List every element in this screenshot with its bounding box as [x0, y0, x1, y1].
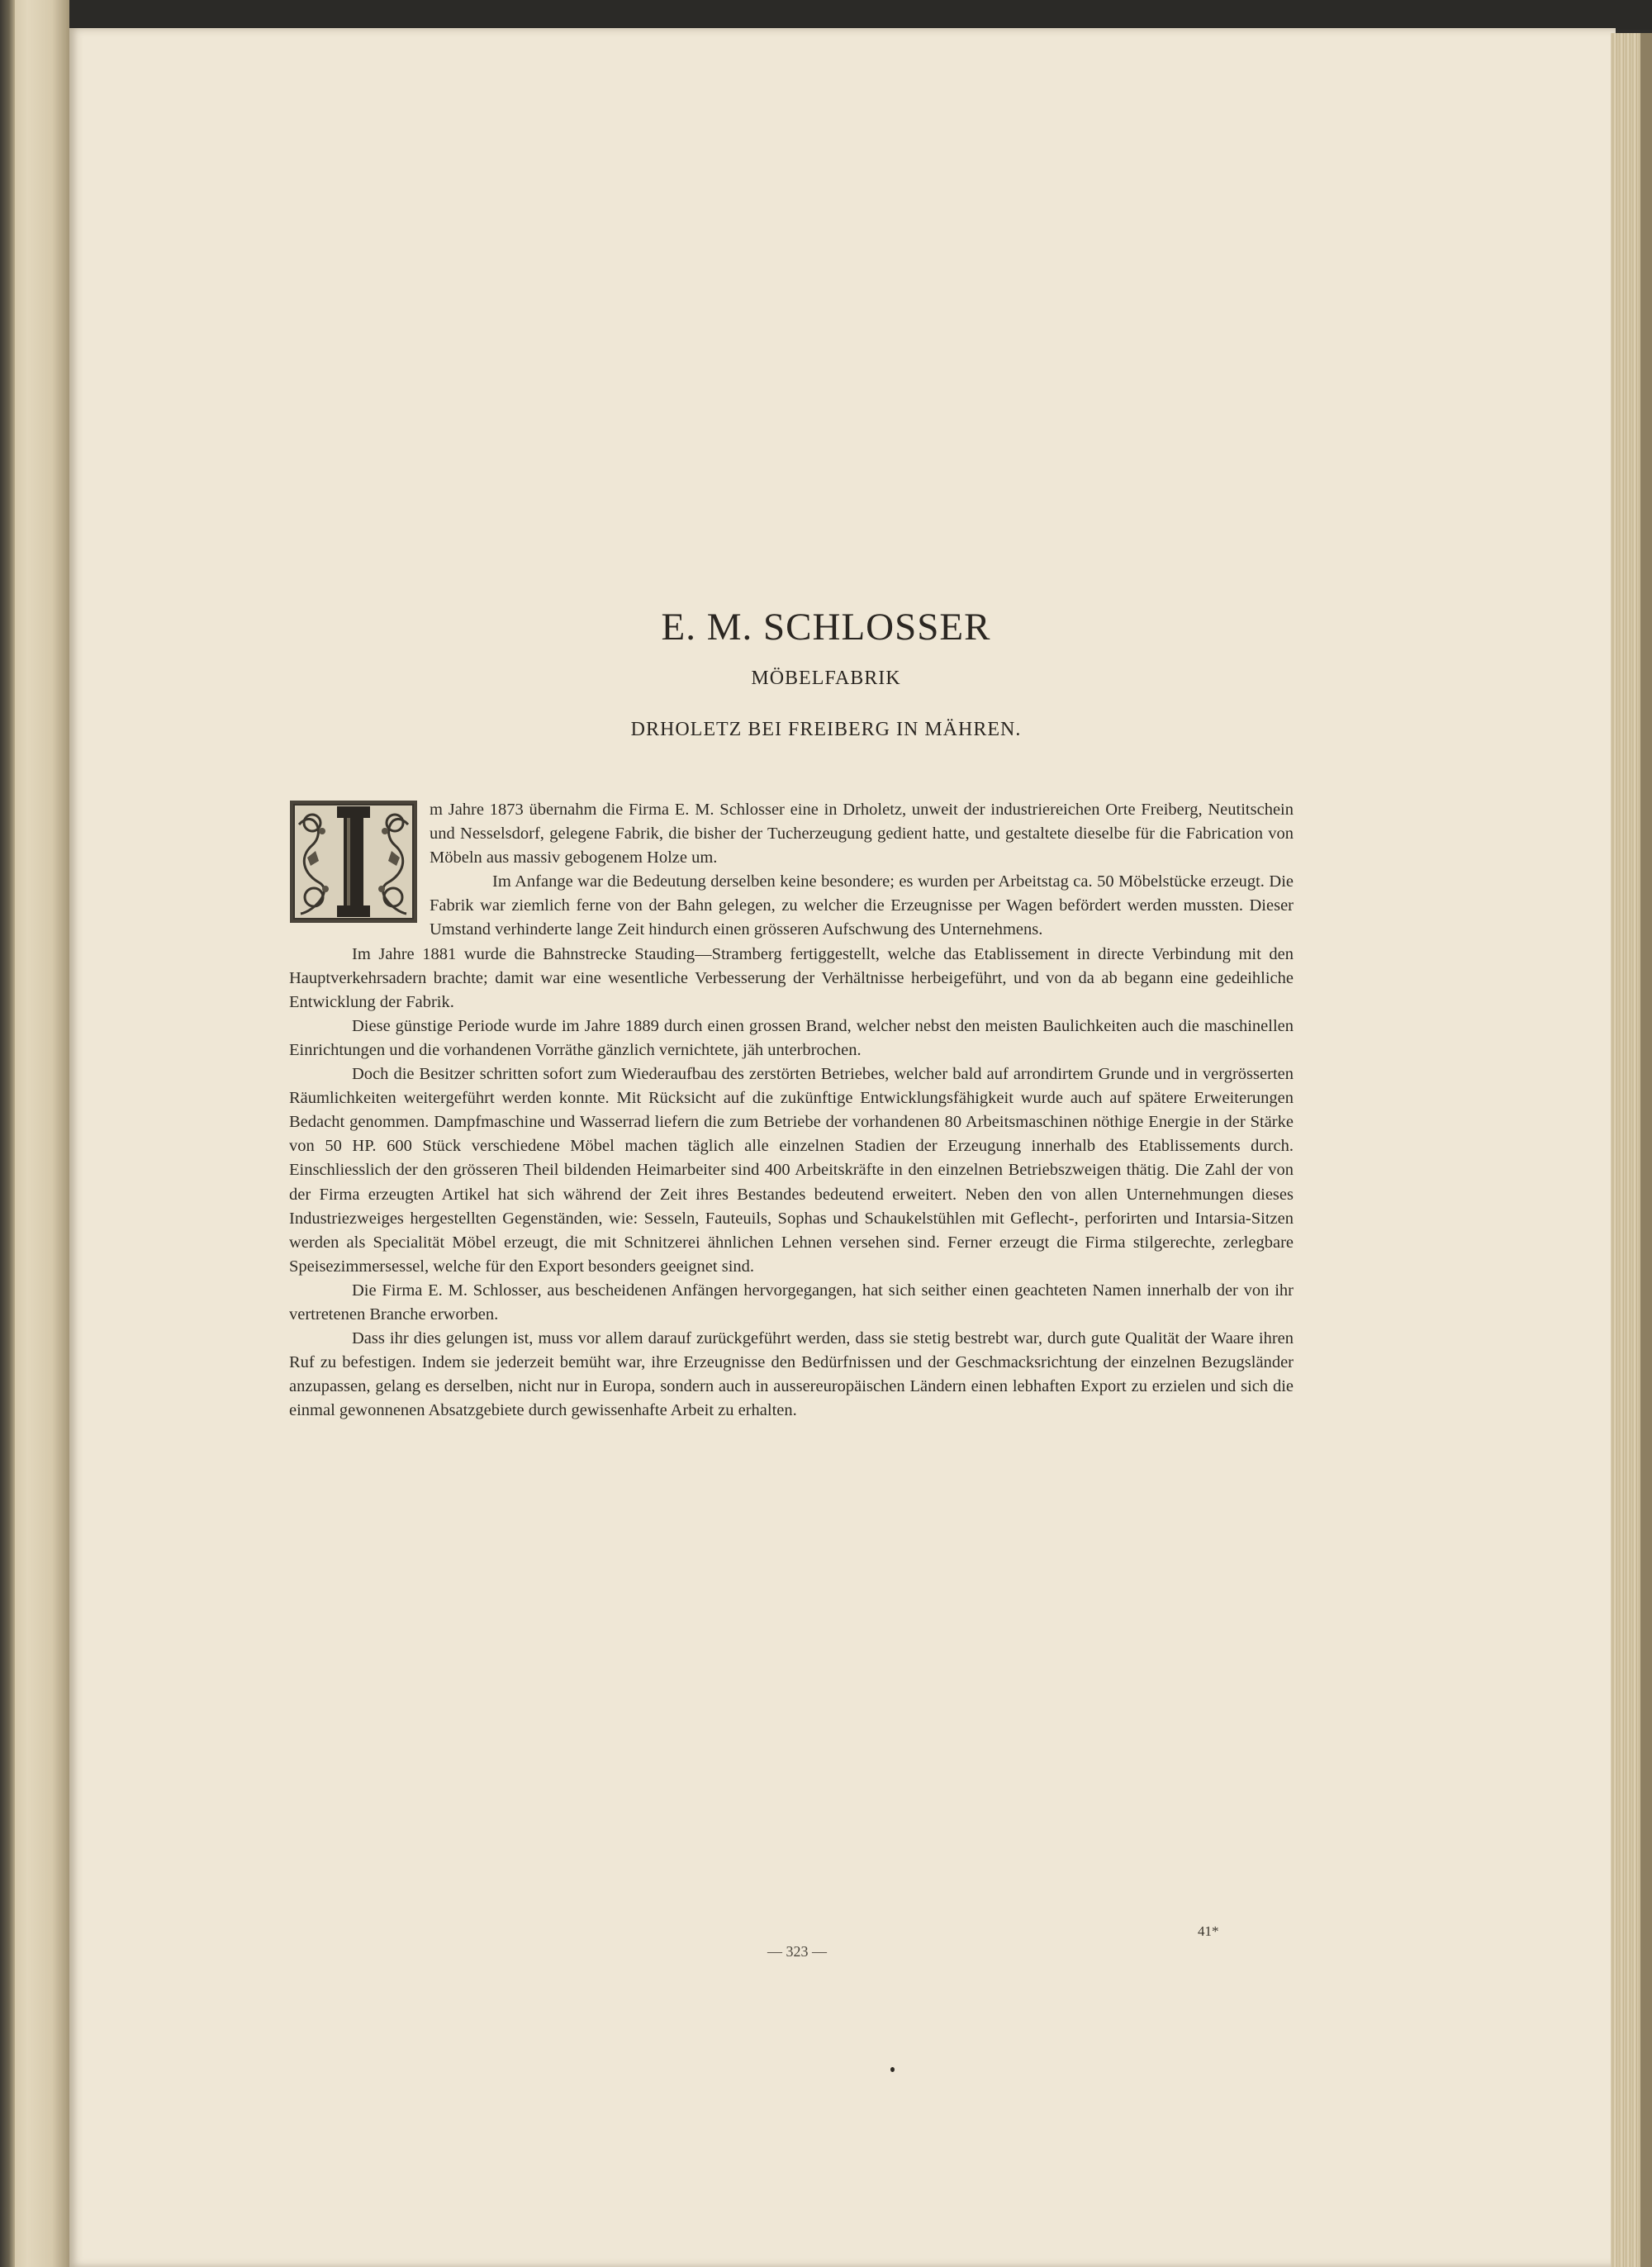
decorated-initial	[289, 800, 418, 924]
paragraph-1	[289, 798, 1294, 870]
article-body	[289, 798, 1294, 1423]
page-edge-shadow	[1640, 33, 1652, 2267]
page-location: DRHOLETZ BEI FREIBERG IN MÄHREN.	[630, 719, 1022, 740]
paragraph-7: Dass ihr dies gelungen ist, muss vor allem darauf zurückgeführt werden, dass sie stetig bestrebt war, durch gute Qualität der Waare ihren Ruf zu befestigen. Indem sie jederzeit bemüht war, ihre Erzeugnisse den Bedürfnissen und der Geschmacksrichtung der einzelnen Bezugsländer anzupassen, gelang es derselben, nicht nur in Europa, sondern auch in aussereuropäischen Ländern einen lebhaften Export zu erzielen und sich die einmal gewonnenen Absatzgebiete durch gewissenhafte Arbeit zu erhalten.	[289, 1329, 1294, 1420]
paragraph-3: Im Jahre 1881 wurde die Bahnstrecke Stauding—Stramberg fertiggestellt, welche das Etablissement in directe Verbindung mit den Hauptverkehrsadern brachte; damit war eine wesentliche Verbesserung der Verhältnisse herbeigeführt, und von da ab begann eine gedeihliche Entwicklung der Fabrik.	[289, 944, 1294, 1011]
page-number: — 323 —	[767, 1943, 827, 1960]
page-subtitle: MÖBELFABRIK	[751, 668, 901, 689]
paragraph-1-text: m Jahre 1873 übernahm die Firma E. M. Schlosser eine in Drholetz, unweit der industriereichen Orte Freiberg, Neutitschein und Nesselsdorf, gelegene Fabrik, die bisher der Tucherzeugung gedient hatte, und gestaltete dieselbe für die Fabrication von Möbeln aus massiv gebogenem Holze um.	[430, 801, 1294, 867]
page-title: E. M. SCHLOSSER	[661, 606, 991, 649]
paragraph-6: Die Firma E. M. Schlosser, aus bescheidenen Anfängen hervorgegangen, hat sich seither einen geachteten Namen innerhalb der von ihr vertretenen Branche erworben.	[289, 1281, 1294, 1324]
paragraph-4: Diese günstige Periode wurde im Jahre 1889 durch einen grossen Brand, welcher nebst den meisten Baulichkeiten auch die maschinellen Einrichtungen und die vorhandenen Vorräthe gänzlich vernichtete, jäh unterbrochen.	[289, 1016, 1294, 1059]
scan-top-border	[0, 0, 1652, 30]
binding-shadow	[0, 0, 15, 2267]
paragraph-5: Doch die Besitzer schritten sofort zum Wiederaufbau des zerstörten Betriebes, welcher bald auf arrondirtem Grunde und in vergrösserten Räumlichkeiten weitergeführt werden konnte. Mit Rücksicht auf die zukünftige Entwicklungsfähigkeit wurde auch auf spätere Erweiterungen Bedacht genommen. Dampfmaschine und Wasserrad liefern die zum Betriebe der vorhandenen 80 Arbeitsmaschinen nöthige Energie in der Stärke von 50 HP. 600 Stück verschiedene Möbel machen täglich alle einzelnen Stadien der Erzeugung innerhalb des Etablissements durch. Einschliesslich der den grösseren Theil bildenden Heimarbeiter sind 400 Arbeitskräfte in den einzelnen Betriebszweigen thätig. Die Zahl der von der Firma erzeugten Artikel hat sich während der Zeit ihres Bestandes bedeutend erweitert. Neben den von allen Unternehmungen dieses Industriezweiges hergestellten Gegenständen, wie: Sesseln, Fauteuils, Sophas und Schaukelstühlen mit Geflecht-, perforirten und Intarsia-Sitzen werden als Specialität Möbel erzeugt, die mit Schnitzerei ähnlichen Lehnen versehen sind. Ferner erzeugt die Firma stilgerechte, zerlegbare Speisezimmersessel, welche für den Export besonders geeignet sind.	[289, 1065, 1294, 1276]
paragraph-2: Im Anfange war die Bedeutung derselben keine besondere; es wurden per Arbeitstag ca. 50 Möbelstücke erzeugt. Die Fabrik war ziemlich ferne von der Bahn gelegen, zu welcher die Erzeugnisse per Wagen befördert werden mussten. Dieser Umstand verhinderte lange Zeit hindurch einen grösseren Aufschwung des Unternehmens.	[430, 872, 1294, 939]
ink-speck	[890, 2067, 895, 2072]
signature-mark: 41*	[1198, 1923, 1219, 1939]
ornament-icon	[289, 800, 418, 924]
